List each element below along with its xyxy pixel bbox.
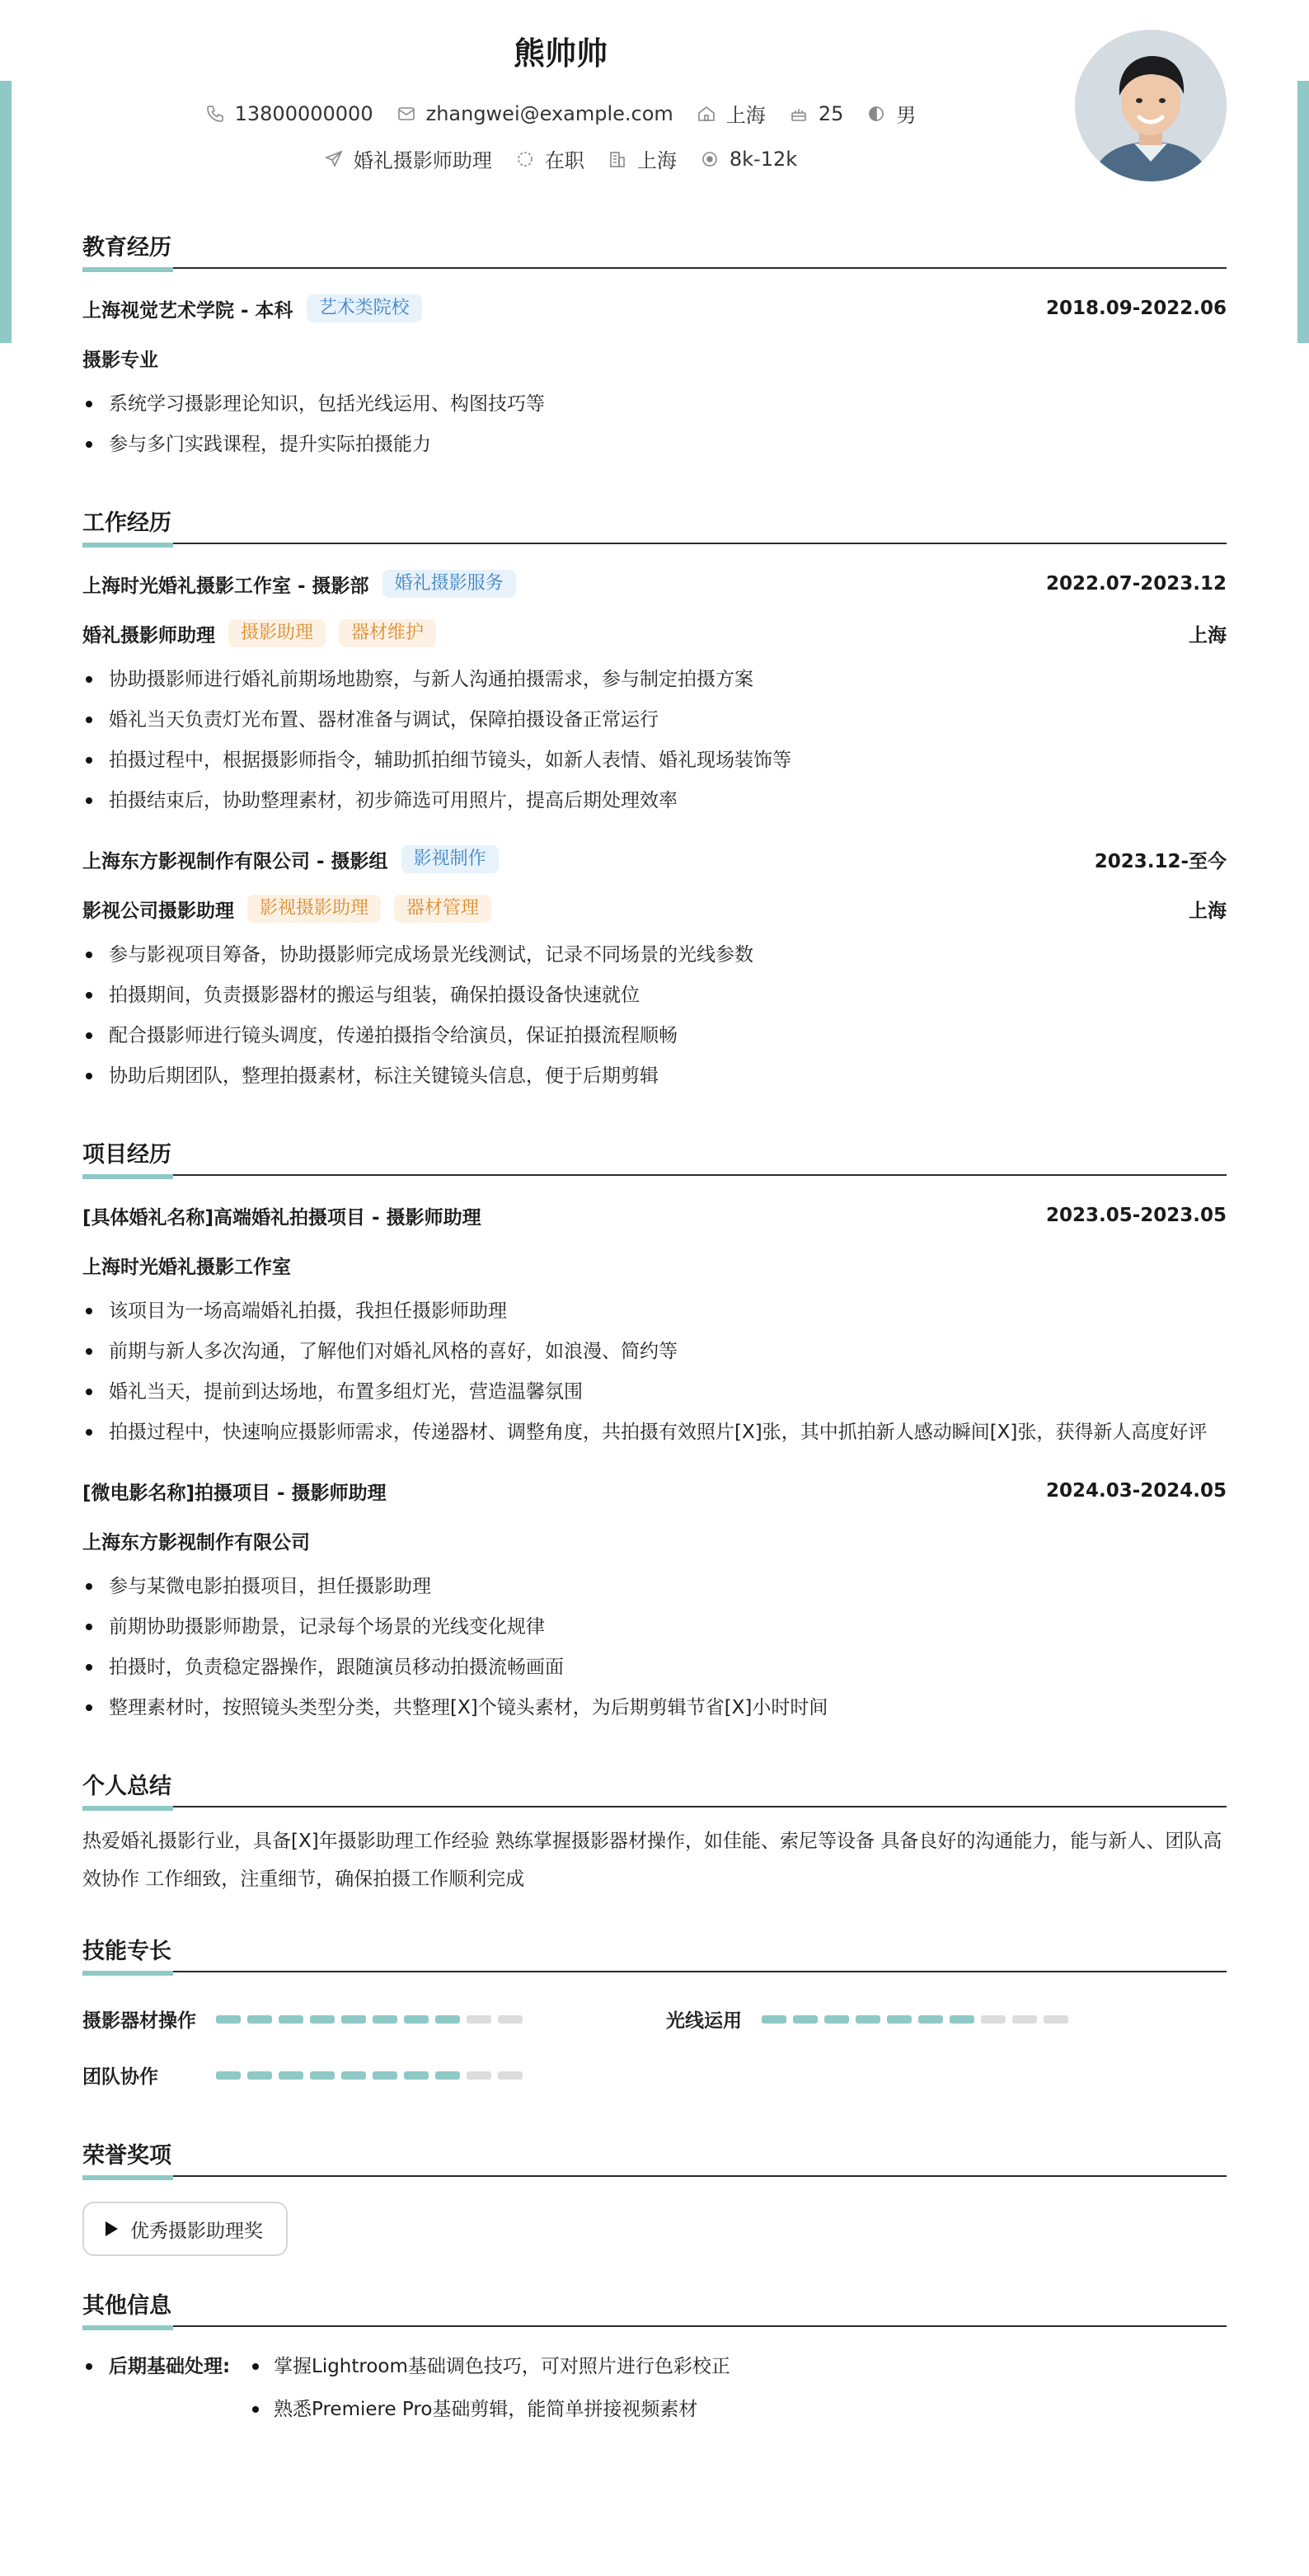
project-title: [微电影名称]拍摄项目 - 摄影师助理 bbox=[82, 1482, 387, 1504]
position-text: 婚礼摄影师助理 bbox=[353, 149, 492, 172]
age-icon bbox=[789, 104, 809, 124]
age-text: 25 bbox=[818, 101, 844, 125]
skill-level-segment bbox=[950, 2015, 974, 2024]
skill-level-segment bbox=[216, 2015, 241, 2024]
projects-section bbox=[82, 1135, 1227, 1727]
list-item: 前期协助摄影师勘景，记录每个场景的光线变化规律 bbox=[82, 1608, 1227, 1646]
avatar bbox=[1075, 30, 1227, 181]
company-name: 上海东方影视制作有限公司 - 摄影组 bbox=[82, 850, 388, 872]
role-name: 婚礼摄影师助理 bbox=[82, 624, 215, 646]
role-tag: 影视摄影助理 bbox=[247, 895, 381, 923]
skill-level-segment bbox=[793, 2015, 818, 2024]
city-text: 上海 bbox=[725, 104, 766, 127]
education-entry bbox=[82, 284, 1227, 463]
other-label: 后期基础处理: bbox=[109, 2356, 231, 2377]
skill-level-segment bbox=[247, 2071, 272, 2080]
skill-level-segment bbox=[981, 2015, 1006, 2024]
email-text: zhangwei@example.com bbox=[425, 101, 673, 125]
target-city-info bbox=[608, 144, 677, 173]
bullet-dot bbox=[252, 2363, 259, 2370]
section-accent bbox=[82, 2325, 173, 2330]
company-tag: 影视制作 bbox=[401, 845, 499, 873]
list-item: 该项目为一场高端婚礼拍摄，我担任摄影师助理 bbox=[82, 1292, 1227, 1330]
skill-level-bar bbox=[216, 2015, 529, 2024]
bullet-dot bbox=[252, 2406, 259, 2413]
skill-level-segment bbox=[435, 2015, 460, 2024]
project-bullets bbox=[82, 1292, 1227, 1451]
list-item: 拍摄时，负责稳定器操作，跟随演员移动拍摄流畅画面 bbox=[82, 1648, 1227, 1686]
status-icon bbox=[515, 149, 535, 169]
skill-level-segment bbox=[1044, 2015, 1068, 2024]
skill-item bbox=[666, 2005, 1075, 2033]
skill-level-segment bbox=[918, 2015, 943, 2024]
gender-info bbox=[866, 99, 916, 128]
section-accent bbox=[82, 543, 173, 548]
skill-item bbox=[82, 2061, 529, 2089]
major-name: 摄影专业 bbox=[82, 349, 158, 371]
education-title: 教育经历 bbox=[82, 235, 171, 261]
award-name: 优秀摄影助理奖 bbox=[130, 2220, 263, 2242]
honors-section bbox=[82, 2136, 1227, 2256]
gender-icon bbox=[866, 104, 886, 124]
project-org-line bbox=[82, 1516, 1227, 1565]
skill-level-segment bbox=[310, 2071, 335, 2080]
other-section bbox=[82, 2286, 1227, 2431]
skill-level-segment bbox=[279, 2071, 303, 2080]
skill-level-segment bbox=[279, 2015, 303, 2024]
list-item: 婚礼当天负责灯光布置、器材准备与调试，保障拍摄设备正常运行 bbox=[82, 701, 1227, 739]
list-item: 前期与新人多次沟通，了解他们对婚礼风格的喜好，如浪漫、简约等 bbox=[82, 1333, 1227, 1370]
home-icon bbox=[697, 104, 716, 124]
project-title-line bbox=[82, 1466, 1227, 1516]
play-icon bbox=[104, 2221, 119, 2237]
projects-title: 项目经历 bbox=[82, 1142, 171, 1168]
work-section bbox=[82, 503, 1227, 1095]
award-badge bbox=[82, 2202, 288, 2256]
work-location: 上海 bbox=[1189, 900, 1227, 922]
list-item: 参与影视项目筹备，协助摄影师完成场景光线测试，记录不同场景的光线参数 bbox=[82, 936, 1227, 974]
salary-info bbox=[700, 148, 797, 171]
list-item: 参与某微电影拍摄项目，担任摄影助理 bbox=[82, 1568, 1227, 1605]
list-item: 拍摄结束后，协助整理素材，初步筛选可用照片，提高后期处理效率 bbox=[82, 782, 1227, 820]
list-item: 拍摄过程中，根据摄影师指令，辅助抓拍细节镜头，如新人表情、婚礼现场装饰等 bbox=[82, 741, 1227, 779]
skill-level-segment bbox=[435, 2071, 460, 2080]
skill-level-segment bbox=[341, 2015, 366, 2024]
email-info bbox=[396, 102, 673, 125]
role-name: 影视公司摄影助理 bbox=[82, 900, 234, 922]
honors-title: 荣誉奖项 bbox=[82, 2143, 171, 2169]
other-header bbox=[82, 2286, 1227, 2327]
skill-item bbox=[82, 2005, 529, 2033]
work-entry bbox=[82, 834, 1227, 1095]
project-bullets bbox=[82, 1568, 1227, 1727]
project-org-line bbox=[82, 1240, 1227, 1290]
skill-level-segment bbox=[404, 2071, 429, 2080]
bullet-dot bbox=[86, 2363, 92, 2370]
work-period: 2022.07-2023.12 bbox=[1045, 573, 1227, 595]
skill-name: 团队协作 bbox=[82, 2066, 158, 2088]
skill-level-segment bbox=[216, 2071, 241, 2080]
project-org: 上海时光婚礼摄影工作室 bbox=[82, 1256, 291, 1278]
work-bullets bbox=[82, 936, 1227, 1095]
phone-icon bbox=[205, 104, 225, 124]
resume-header bbox=[82, 0, 1227, 206]
education-period: 2018.09-2022.06 bbox=[1045, 298, 1227, 319]
phone-info bbox=[205, 102, 373, 125]
work-bullets bbox=[82, 660, 1227, 820]
section-accent bbox=[82, 1806, 173, 1811]
list-item: 配合摄影师进行镜头调度，传递拍摄指令给演员，保证拍摄流程顺畅 bbox=[82, 1017, 1227, 1055]
work-entry bbox=[82, 559, 1227, 820]
skill-level-segment bbox=[856, 2015, 880, 2024]
skills-header bbox=[82, 1931, 1227, 1972]
project-period: 2024.03-2024.05 bbox=[1045, 1480, 1227, 1502]
skill-level-segment bbox=[1012, 2015, 1037, 2024]
list-item: 系统学习摄影理论知识，包括光线运用、构图技巧等 bbox=[82, 385, 1227, 423]
summary-text: 热爱婚礼摄影行业，具备[X]年摄影助理工作经验 熟练掌握摄影器材操作，如佳能、索尼等设备 具备良好的沟通能力，能与新人、团队高效协作 工作细致，注重细节，确保拍摄工作顺利完成 bbox=[82, 1831, 1222, 1890]
skill-level-segment bbox=[373, 2015, 397, 2024]
major-line bbox=[82, 333, 1227, 383]
salary-icon bbox=[700, 149, 720, 169]
project-entry bbox=[82, 1466, 1227, 1727]
section-accent bbox=[82, 2175, 173, 2180]
salary-text: 8k-12k bbox=[729, 147, 798, 171]
role-line bbox=[82, 884, 1227, 933]
education-school-line bbox=[82, 284, 1227, 333]
skill-level-segment bbox=[310, 2015, 335, 2024]
skills-grid bbox=[82, 1972, 1227, 2096]
role-tag: 器材维护 bbox=[339, 619, 436, 647]
gender-text: 男 bbox=[896, 104, 917, 127]
skill-level-segment bbox=[498, 2071, 523, 2080]
summary-title: 个人总结 bbox=[82, 1774, 171, 1799]
skill-level-bar bbox=[762, 2015, 1075, 2024]
honors-header bbox=[82, 2136, 1227, 2177]
skill-level-segment bbox=[824, 2015, 849, 2024]
skills-title: 技能专长 bbox=[82, 1939, 171, 1964]
skill-level-segment bbox=[404, 2015, 429, 2024]
skill-level-segment bbox=[247, 2015, 272, 2024]
left-accent-bar bbox=[0, 81, 12, 343]
education-header bbox=[82, 228, 1227, 269]
skill-level-segment bbox=[467, 2071, 491, 2080]
school-name: 上海视觉艺术学院 - 本科 bbox=[82, 299, 293, 322]
work-location: 上海 bbox=[1189, 624, 1227, 646]
work-title: 工作经历 bbox=[82, 510, 171, 536]
section-accent bbox=[82, 267, 173, 272]
target-city-text: 上海 bbox=[636, 149, 677, 172]
other-title: 其他信息 bbox=[82, 2293, 171, 2319]
company-line bbox=[82, 834, 1227, 884]
skill-level-bar bbox=[216, 2071, 529, 2080]
skills-section bbox=[82, 1931, 1227, 2096]
skill-name: 光线运用 bbox=[666, 2010, 742, 2032]
send-icon bbox=[324, 149, 344, 169]
skill-level-segment bbox=[498, 2015, 523, 2024]
company-tag: 婚礼摄影服务 bbox=[382, 570, 516, 598]
mail-icon bbox=[396, 104, 416, 124]
candidate-name: 熊帅帅 bbox=[513, 35, 608, 72]
project-title: [具体婚礼名称]高端婚礼拍摄项目 - 摄影师助理 bbox=[82, 1206, 481, 1229]
company-line bbox=[82, 559, 1227, 609]
other-row bbox=[82, 2345, 1227, 2388]
other-info-list bbox=[82, 2345, 1227, 2431]
role-tag: 摄影助理 bbox=[228, 619, 326, 647]
work-header bbox=[82, 503, 1227, 544]
list-item: 整理素材时，按照镜头类型分类，共整理[X]个镜头素材，为后期剪辑节省[X]小时时间 bbox=[82, 1689, 1227, 1727]
job-intent-row bbox=[82, 144, 1039, 173]
role-line bbox=[82, 609, 1227, 658]
city-info bbox=[697, 99, 766, 128]
section-accent bbox=[82, 1174, 173, 1179]
skill-level-segment bbox=[373, 2071, 397, 2080]
status-info bbox=[515, 144, 584, 173]
company-name: 上海时光婚礼摄影工作室 - 摄影部 bbox=[82, 575, 369, 597]
list-item: 婚礼当天，提前到达场地，布置多组灯光，营造温馨氛围 bbox=[82, 1373, 1227, 1411]
education-bullets bbox=[82, 385, 1227, 463]
education-section bbox=[82, 228, 1227, 463]
projects-header bbox=[82, 1135, 1227, 1176]
list-item: 拍摄过程中，快速响应摄影师需求，传递器材、调整角度，共拍摄有效照片[X]张，其中抓拍新人感动瞬间[X]张，获得新人高度好评 bbox=[82, 1413, 1227, 1451]
other-item: 掌握Lightroom基础调色技巧，可对照片进行色彩校正 bbox=[274, 2356, 730, 2377]
right-accent-bar bbox=[1297, 81, 1309, 343]
project-period: 2023.05-2023.05 bbox=[1045, 1205, 1227, 1226]
position-info bbox=[324, 144, 492, 173]
skill-level-segment bbox=[762, 2015, 786, 2024]
skill-level-segment bbox=[467, 2015, 491, 2024]
skill-level-segment bbox=[887, 2015, 912, 2024]
work-period: 2023.12-至今 bbox=[1094, 850, 1227, 872]
school-tag: 艺术类院校 bbox=[307, 294, 422, 322]
contact-row bbox=[82, 99, 1039, 128]
project-entry bbox=[82, 1191, 1227, 1451]
role-tag: 器材管理 bbox=[394, 895, 491, 923]
list-item: 参与多门实践课程，提升实际拍摄能力 bbox=[82, 425, 1227, 463]
project-org: 上海东方影视制作有限公司 bbox=[82, 1531, 310, 1554]
summary-header bbox=[82, 1766, 1227, 1807]
project-title-line bbox=[82, 1191, 1227, 1240]
other-row bbox=[82, 2388, 1227, 2431]
list-item: 协助后期团队，整理拍摄素材，标注关键镜头信息，便于后期剪辑 bbox=[82, 1057, 1227, 1095]
skill-level-segment bbox=[341, 2071, 366, 2080]
list-item: 拍摄期间，负责摄影器材的搬运与组装，确保拍摄设备快速就位 bbox=[82, 976, 1227, 1014]
status-text: 在职 bbox=[544, 149, 584, 172]
list-item: 协助摄影师进行婚礼前期场地勘察，与新人沟通拍摄需求，参与制定拍摄方案 bbox=[82, 660, 1227, 698]
building-icon bbox=[608, 149, 627, 169]
skill-name: 摄影器材操作 bbox=[82, 2010, 196, 2032]
other-item: 熟悉Premiere Pro基础剪辑，能简单拼接视频素材 bbox=[274, 2399, 698, 2420]
summary-section bbox=[82, 1766, 1227, 1898]
resume-page bbox=[82, 0, 1227, 2431]
phone-text: 13800000000 bbox=[234, 101, 373, 125]
age-info bbox=[789, 102, 844, 125]
